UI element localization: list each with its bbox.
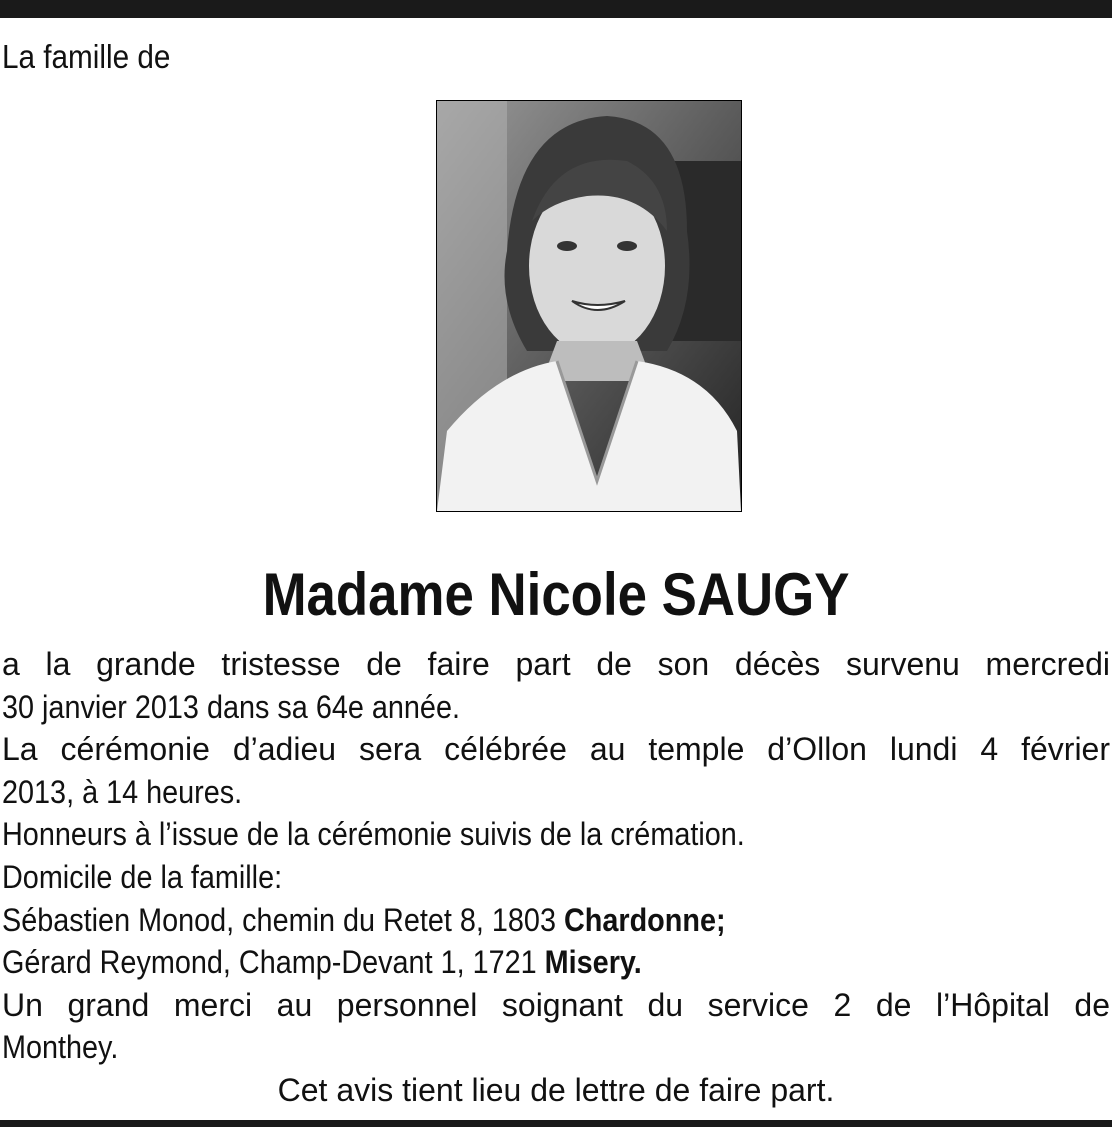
body-line bbox=[2, 941, 1110, 984]
top-rule bbox=[0, 0, 1112, 18]
body-line bbox=[2, 643, 1110, 686]
body-line bbox=[2, 771, 1110, 814]
line-text: Gérard Reymond, Champ-Devant 1, 1721 bbox=[2, 944, 545, 981]
closing-note: Cet avis tient lieu de lettre de faire part. bbox=[277, 1071, 835, 1108]
body-line bbox=[2, 856, 1110, 899]
line-text: Monthey. bbox=[2, 1029, 119, 1066]
line-text: 2013, à 14 heures. bbox=[2, 773, 243, 810]
line-text: a la grande tristesse de faire part de son décès survenu mercredi bbox=[2, 646, 1110, 682]
line-text: Domicile de la famille: bbox=[2, 858, 283, 895]
deceased-name: Madame Nicole SAUGY bbox=[262, 561, 850, 628]
line-text: Un grand merci au personnel soignant du service 2 de l’Hôpital de bbox=[2, 986, 1110, 1023]
body-line bbox=[2, 984, 1110, 1027]
locality: Misery. bbox=[544, 944, 642, 981]
bottom-rule bbox=[0, 1120, 1112, 1127]
body-line bbox=[2, 686, 1110, 729]
line-text: Sébastien Monod, chemin du Retet 8, 1803 bbox=[2, 901, 564, 938]
line-text: Honneurs à l’issue de la cérémonie suivis de la crémation. bbox=[2, 816, 745, 853]
line-text: La cérémonie d’adieu sera célébrée au temple d’Ollon lundi 4 février bbox=[2, 731, 1110, 768]
intro-text: La famille de bbox=[2, 38, 171, 75]
line-text: 30 janvier 2013 dans sa 64e année. bbox=[2, 688, 460, 725]
portrait-photo bbox=[436, 100, 742, 512]
body-line bbox=[2, 899, 1110, 942]
body-line bbox=[2, 813, 1110, 856]
body-line bbox=[2, 1026, 1110, 1069]
announcement-body bbox=[2, 643, 1110, 1112]
locality: Chardonne; bbox=[563, 901, 726, 938]
body-line bbox=[2, 728, 1110, 771]
